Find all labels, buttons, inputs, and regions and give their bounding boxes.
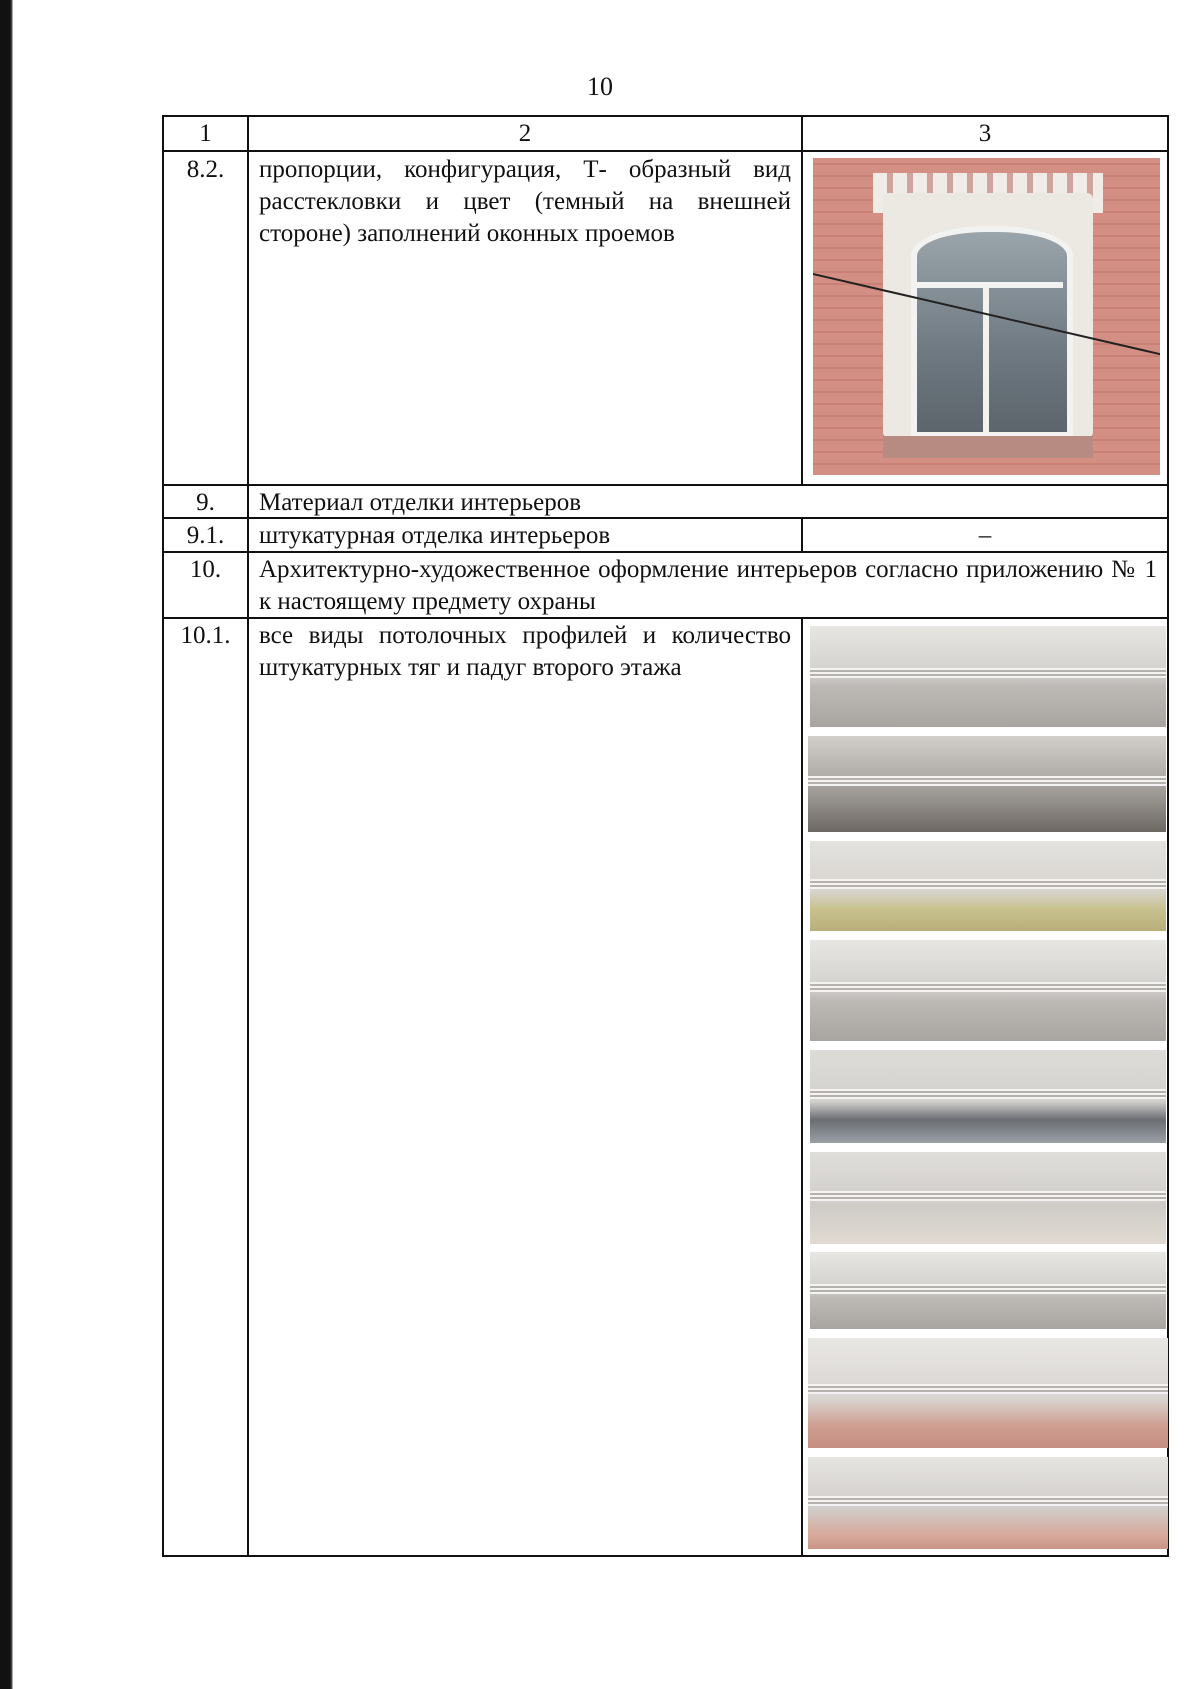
ceiling-cornice-photo-3 xyxy=(810,841,1166,931)
ceiling-cornice-photo-7 xyxy=(810,1252,1166,1329)
window-facade-photo xyxy=(813,158,1160,475)
header-col-2: 2 xyxy=(518,120,532,147)
ceiling-cornice-photo-2 xyxy=(808,736,1166,832)
row-text-10: Архитектурно-художественное оформление интерьеров согласно приложению № 1 к настоящему предмету охраны xyxy=(259,556,1157,615)
ceiling-cornice-photo-1 xyxy=(810,626,1166,727)
page-number: 10 xyxy=(587,72,613,101)
header-col-1: 1 xyxy=(199,120,212,147)
row-text-9: Материал отделки интерьеров xyxy=(259,489,582,516)
row-number-10-1: 10.1. xyxy=(180,622,231,649)
header-col-3: 3 xyxy=(978,120,992,147)
ceiling-cornice-photo-6 xyxy=(810,1152,1166,1244)
window-mullion xyxy=(983,286,989,432)
ceiling-cornice-photo-5 xyxy=(810,1050,1166,1143)
row-text-9-1: штукатурная отделка интерьеров xyxy=(259,522,611,549)
row-number-9-1: 9.1. xyxy=(186,522,225,549)
row-value-9-1: – xyxy=(978,522,992,549)
row-text-10-1: все виды потолочных профилей и количество штукатурных тяг и падуг второго этажа xyxy=(259,622,791,681)
ceiling-cornice-photo-9 xyxy=(808,1457,1168,1549)
ceiling-cornice-photo-4 xyxy=(810,940,1166,1041)
row-text-8-2: пропорции, конфигурация, Т- образный вид расстекловки и цвет (темный на внешней стороне) заполнений оконных проемов xyxy=(259,156,791,247)
row-number-9: 9. xyxy=(196,489,215,516)
row-number-10: 10. xyxy=(189,556,222,583)
window-glazing xyxy=(911,226,1073,438)
window-sill xyxy=(883,436,1093,458)
row-number-8-2: 8.2. xyxy=(186,156,225,183)
ceiling-cornice-photo-8 xyxy=(808,1338,1168,1448)
scan-border xyxy=(0,0,13,1689)
